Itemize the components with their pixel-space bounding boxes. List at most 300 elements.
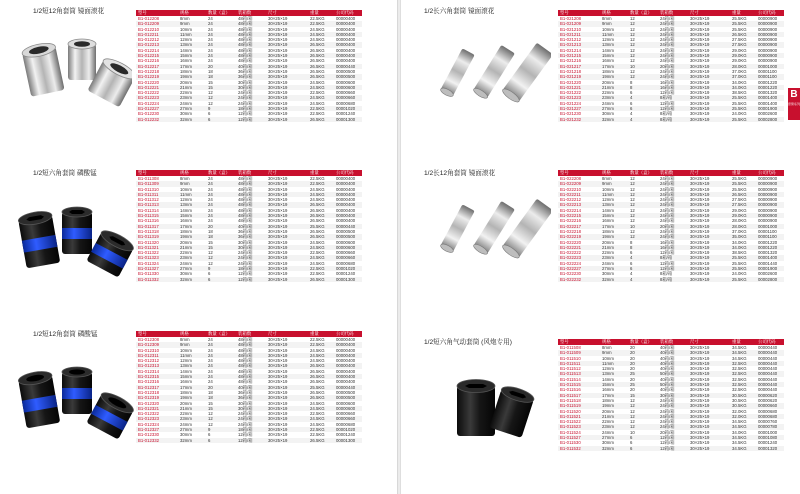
col-pack: 装箱数 [658,10,688,16]
cell-model: B1-021212 [558,37,600,42]
cell-qty: 6 [206,432,236,437]
cell-weight: 26.5KG [308,363,334,368]
cell-qty: 24 [206,202,236,207]
cell-pack: 24箱/箱 [658,208,688,213]
cell-qty: 24 [206,58,236,63]
cell-qty: 24 [206,197,236,202]
cell-size: 17mm [600,224,628,229]
cell-dimensions: 30×25×19 [266,416,308,421]
cell-size: 19mm [600,403,628,408]
cell-code: 00000900 [756,58,784,63]
cell-weight: 24.5KG [308,245,334,250]
cell-model: B1-012320 [136,401,178,406]
cell-pack: 24箱/箱 [658,37,688,42]
cell-code: 00000400 [334,197,362,202]
cell-pack: 48箱/箱 [236,37,266,42]
cell-code: 00000680 [756,409,784,414]
cell-qty: 12 [206,255,236,260]
cell-weight: 24.5KG [308,255,334,260]
cell-dimensions: 30×25×19 [266,234,308,239]
cell-size: 18mm [600,229,628,234]
cell-weight: 29.0KG [730,208,756,213]
cell-dimensions: 30×25×19 [266,390,308,395]
cell-dimensions: 30×25×19 [266,80,308,85]
cell-dimensions: 30×25×19 [266,401,308,406]
cell-size: 19mm [178,74,206,79]
cell-weight: 34.5KG [730,440,756,445]
cell-dimensions: 30×25×19 [266,271,308,276]
cell-dimensions: 30×25×19 [688,435,730,440]
cell-pack: 24箱/箱 [236,422,266,427]
cell-dimensions: 30×25×19 [266,250,308,255]
cell-pack: 24箱/箱 [658,58,688,63]
cell-weight: 26.5KG [308,213,334,218]
cell-model: B1-022227 [558,266,600,271]
cell-qty: 18 [206,69,236,74]
cell-code: 00000660 [334,416,362,421]
cell-dimensions: 30×25×19 [266,224,308,229]
cell-size: 14mm [600,48,628,53]
cell-pack: 48箱/箱 [236,187,266,192]
cell-qty: 24 [206,53,236,58]
cell-code: 00000660 [334,250,362,255]
cell-qty: 12 [628,58,658,63]
col-qty: 数量（盒） [628,170,658,176]
cell-pack: 16箱/箱 [658,245,688,250]
cell-model: B1-022210 [558,187,600,192]
cell-code: 00001220 [756,80,784,85]
cell-weight: 26.5KG [730,32,756,37]
cell-pack: 24箱/箱 [658,181,688,186]
col-size: 规格 [178,170,206,176]
cell-qty: 4 [628,111,658,116]
cell-size: 23mm [600,424,628,429]
cell-weight: 24.5KG [308,416,334,421]
cell-dimensions: 30×25×19 [688,430,730,435]
cell-dimensions: 30×25×19 [688,58,730,63]
cell-qty: 4 [628,277,658,282]
cell-code: 00000400 [334,379,362,384]
cell-qty: 6 [628,446,658,451]
cell-size: 18mm [178,69,206,74]
cell-dimensions: 30×25×19 [266,266,308,271]
cell-model: B1-012219 [136,74,178,79]
cell-pack: 40箱/箱 [236,64,266,69]
cell-pack: 40箱/箱 [658,350,688,355]
cell-model: B1-021209 [558,21,600,26]
cell-size: 16mm [600,387,628,392]
cell-pack: 48箱/箱 [236,342,266,347]
col-qty: 数量（盒） [206,331,236,337]
cell-code: 00001080 [756,435,784,440]
cell-model: B1-012308 [136,337,178,342]
cell-dimensions: 30×25×19 [266,379,308,384]
cell-qty: 12 [628,424,658,429]
cell-pack: 12箱/箱 [658,90,688,95]
cell-dimensions: 30×25×19 [266,353,308,358]
cell-code: 00001020 [334,106,362,111]
cell-size: 15mm [178,213,206,218]
cell-weight: 34.0KG [730,430,756,435]
cell-model: B1-012216 [136,58,178,63]
cell-weight: 34.0KG [730,245,756,250]
cell-pack: 20箱/箱 [658,430,688,435]
cell-dimensions: 30×25×19 [688,361,730,366]
cell-size: 20mm [600,409,628,414]
cell-dimensions: 30×25×19 [688,218,730,223]
cell-weight: 35.0KG [730,234,756,239]
cell-weight: 29.0KG [730,58,756,63]
cell-model: B1-012213 [136,42,178,47]
cell-qty: 24 [206,42,236,47]
cell-size: 24mm [600,430,628,435]
cell-pack: 12箱/箱 [236,438,266,443]
cell-code: 00001400 [756,101,784,106]
cell-code: 00000660 [334,411,362,416]
cell-dimensions: 30×25×19 [688,350,730,355]
cell-weight: 24.5KG [308,192,334,197]
cell-size: 10mm [178,348,206,353]
cell-model: B1-012218 [136,69,178,74]
cell-qty: 8 [628,80,658,85]
cell-qty: 24 [206,32,236,37]
col-weight: 重量 [730,10,756,16]
table-row [136,277,362,282]
cell-size: 27mm [600,435,628,440]
cell-pack: 24箱/箱 [658,414,688,419]
cell-code: 00000440 [756,350,784,355]
cell-size: 16mm [600,58,628,63]
cell-size: 11mm [178,32,206,37]
cell-qty: 6 [628,261,658,266]
cell-pack: 24箱/箱 [658,419,688,424]
cell-size: 19mm [600,74,628,79]
cell-model: B1-021223 [558,95,600,100]
cell-weight: 25.5KG [308,224,334,229]
cell-code: 00000600 [334,406,362,411]
cell-weight: 28.0KG [730,224,756,229]
cell-pack: 8箱/箱 [658,271,688,276]
cell-model: B1-011312 [136,197,178,202]
cell-model: B1-012330 [136,432,178,437]
spec-table [136,331,362,443]
cell-pack: 24箱/箱 [658,213,688,218]
cell-size: 11mm [600,361,628,366]
col-pack: 装箱数 [236,331,266,337]
cell-qty: 9 [206,266,236,271]
cell-size: 24mm [178,101,206,106]
cell-qty: 24 [206,48,236,53]
cell-model: B1-012208 [136,16,178,21]
cell-size: 24mm [600,101,628,106]
cell-code: 00000440 [756,382,784,387]
cell-weight: 24.5KG [308,406,334,411]
cell-model: B1-012311 [136,353,178,358]
cell-model: B1-011309 [136,181,178,186]
cell-weight: 25.5KG [730,255,756,260]
cell-qty: 24 [206,358,236,363]
cell-pack: 48箱/箱 [236,16,266,21]
cell-qty: 12 [206,95,236,100]
cell-dimensions: 30×25×19 [688,90,730,95]
cell-qty: 6 [206,111,236,116]
cell-dimensions: 30×25×19 [266,363,308,368]
spec-table [558,339,784,451]
black-hex-sockets-photo [14,200,134,282]
cell-model: B1-021232 [558,117,600,122]
cell-model: B1-022215 [558,213,600,218]
cell-code: 00001400 [756,95,784,100]
cell-code: 00000400 [334,353,362,358]
cell-size: 30mm [178,111,206,116]
cell-code: 00000440 [756,387,784,392]
cell-code: 00001240 [334,111,362,116]
cell-qty: 9 [206,106,236,111]
cell-weight: 24.5KG [308,27,334,32]
cell-size: 11mm [178,353,206,358]
cell-weight: 26.5KG [308,234,334,239]
cell-dimensions: 30×25×19 [266,101,308,106]
cell-model: B1-011512 [558,366,600,371]
cell-pack: 24箱/箱 [236,261,266,266]
cell-model: B1-011321 [136,245,178,250]
cell-qty: 24 [206,342,236,347]
cell-code: 00000440 [334,224,362,229]
cell-qty: 24 [206,374,236,379]
cell-qty: 12 [628,32,658,37]
cell-model: B1-012210 [136,27,178,32]
cell-qty: 20 [628,377,658,382]
cell-dimensions: 30×25×19 [266,48,308,53]
cell-model: B1-022216 [558,218,600,223]
cell-code: 00000400 [334,176,362,181]
cell-size: 9mm [600,21,628,26]
cell-pack: 50箱/箱 [658,382,688,387]
cell-qty: 12 [206,90,236,95]
cell-size: 22mm [178,411,206,416]
cell-dimensions: 30×25×19 [266,53,308,58]
cell-dimensions: 30×25×19 [266,42,308,47]
cell-qty: 15 [206,406,236,411]
cell-dimensions: 30×25×19 [688,261,730,266]
cell-pack: 40箱/箱 [658,361,688,366]
cell-code: 00001900 [756,266,784,271]
cell-weight: 25.5KG [730,117,756,122]
cell-qty: 20 [628,345,658,350]
cell-qty: 6 [206,117,236,122]
col-model: 型号 [558,10,600,16]
cell-model: B1-011521 [558,414,600,419]
cell-weight: 28.0KG [730,218,756,223]
cell-size: 30mm [178,432,206,437]
cell-dimensions: 30×25×19 [266,369,308,374]
cell-dimensions: 30×25×19 [266,32,308,37]
cell-model: B1-011317 [136,224,178,229]
col-qty: 数量（盒） [628,10,658,16]
cell-model: B1-021210 [558,27,600,32]
cell-size: 14mm [600,208,628,213]
cell-dimensions: 30×25×19 [266,277,308,282]
cell-qty: 20 [628,366,658,371]
cell-weight: 26.5KG [308,58,334,63]
cell-dimensions: 30×25×19 [688,414,730,419]
cell-qty: 25 [628,371,658,376]
cell-qty: 12 [628,42,658,47]
col-pack: 装箱数 [236,10,266,16]
cell-weight: 26.5KG [308,42,334,47]
cell-code: 00001400 [756,255,784,260]
cell-dimensions: 30×25×19 [266,111,308,116]
cell-model: B1-011532 [558,446,600,451]
cell-pack: 48箱/箱 [236,53,266,58]
cell-code: 00000900 [756,218,784,223]
cell-qty: 10 [628,224,658,229]
cell-code: 00002600 [756,111,784,116]
cell-dimensions: 30×25×19 [688,197,730,202]
cell-pack: 24箱/箱 [658,32,688,37]
cell-size: 22mm [178,90,206,95]
cell-code: 00000500 [334,229,362,234]
cell-weight: 26.5KG [308,202,334,207]
cell-pack: 40箱/箱 [236,224,266,229]
cell-pack: 48箱/箱 [236,181,266,186]
col-size: 规格 [178,10,206,16]
cell-pack: 48箱/箱 [236,197,266,202]
cell-qty: 12 [628,53,658,58]
cell-model: B1-011313 [136,202,178,207]
cell-model: B1-011523 [558,424,600,429]
cell-weight: 25.5KG [308,385,334,390]
cell-size: 16mm [178,379,206,384]
cell-weight: 24.5KG [308,401,334,406]
cell-model: B1-011519 [558,403,600,408]
cell-size: 8mm [178,337,206,342]
cell-code: 00000600 [334,80,362,85]
col-qty: 数量（盒） [206,170,236,176]
cell-weight: 32.5KG [730,371,756,376]
cell-pack: 12箱/箱 [236,117,266,122]
cell-code: 00001100 [756,69,784,74]
cell-code: 00000900 [756,213,784,218]
cell-model: B1-011515 [558,382,600,387]
cell-code: 00000440 [756,356,784,361]
cell-model: B1-012323 [136,416,178,421]
cell-model: B1-012215 [136,53,178,58]
cell-pack: 36箱/箱 [236,74,266,79]
cell-dimensions: 30×25×19 [688,42,730,47]
col-pack: 装箱数 [658,170,688,176]
cell-code: 00000900 [756,42,784,47]
cell-size: 30mm [600,111,628,116]
cell-pack: 30箱/箱 [236,240,266,245]
cell-code: 00000400 [334,21,362,26]
cell-qty: 12 [206,411,236,416]
cell-dimensions: 30×25×19 [688,208,730,213]
cell-qty: 20 [628,350,658,355]
cell-pack: 24箱/箱 [658,234,688,239]
cell-weight: 32.5KG [730,361,756,366]
cell-pack: 30箱/箱 [658,393,688,398]
cell-dimensions: 30×25×19 [688,234,730,239]
cell-size: 11mm [600,32,628,37]
cell-dimensions: 30×25×19 [688,393,730,398]
cell-dimensions: 30×25×19 [266,69,308,74]
cell-dimensions: 30×25×19 [266,95,308,100]
cell-qty: 12 [206,261,236,266]
cell-weight: 34.5KG [730,419,756,424]
cell-weight: 24.5KG [308,358,334,363]
cell-pack: 48箱/箱 [236,21,266,26]
cell-dimensions: 30×25×19 [688,106,730,111]
col-code: 公司代码 [756,170,784,176]
cell-pack: 48箱/箱 [236,48,266,53]
cell-code: 00002800 [756,117,784,122]
cell-size: 30mm [600,440,628,445]
cell-code: 00000400 [334,342,362,347]
cell-size: 8mm [178,176,206,181]
cell-size: 21mm [178,85,206,90]
cell-dimensions: 30×25×19 [688,250,730,255]
cell-code: 00001220 [756,245,784,250]
cell-weight: 25.5KG [730,261,756,266]
cell-dimensions: 30×25×19 [688,366,730,371]
cell-qty: 24 [206,218,236,223]
cell-model: B1-011322 [136,250,178,255]
cell-dimensions: 30×25×19 [266,208,308,213]
cell-dimensions: 30×25×19 [266,261,308,266]
cell-size: 18mm [178,229,206,234]
cell-pack: 24箱/箱 [658,403,688,408]
cell-dimensions: 30×25×19 [266,202,308,207]
cell-weight: 25.5KG [730,277,756,282]
table-row [136,117,362,122]
cell-code: 00000400 [334,192,362,197]
cell-dimensions: 30×25×19 [688,48,730,53]
cell-model: B1-011518 [558,398,600,403]
cell-weight: 24.0KG [730,111,756,116]
cell-weight: 24.5KG [308,422,334,427]
cell-pack: 48箱/箱 [236,58,266,63]
cell-pack: 24箱/箱 [658,398,688,403]
cell-qty: 24 [206,369,236,374]
cell-model: B1-011508 [558,345,600,350]
cell-qty: 15 [628,393,658,398]
cell-code: 00000660 [756,403,784,408]
cell-dimensions: 30×25×19 [688,229,730,234]
right-page [401,0,800,494]
cell-code: 00001100 [756,229,784,234]
cell-pack: 48箱/箱 [236,348,266,353]
cell-code: 00000440 [334,64,362,69]
cell-qty: 6 [206,438,236,443]
cell-dimensions: 30×25×19 [688,213,730,218]
cell-dimensions: 30×25×19 [688,440,730,445]
cell-weight: 22.5KG [308,111,334,116]
cell-dimensions: 30×25×19 [688,69,730,74]
cell-pack: 24箱/箱 [658,21,688,26]
col-weight: 重量 [308,331,334,337]
cell-qty: 6 [206,271,236,276]
cell-qty: 6 [628,106,658,111]
cell-size: 13mm [178,202,206,207]
cell-weight: 27.5KG [730,37,756,42]
cell-model: B1-012321 [136,406,178,411]
cell-code: 00000900 [756,16,784,21]
cell-weight: 22.5KG [308,176,334,181]
cell-dimensions: 30×25×19 [688,16,730,21]
cell-size: 12mm [600,197,628,202]
cell-qty: 4 [628,117,658,122]
